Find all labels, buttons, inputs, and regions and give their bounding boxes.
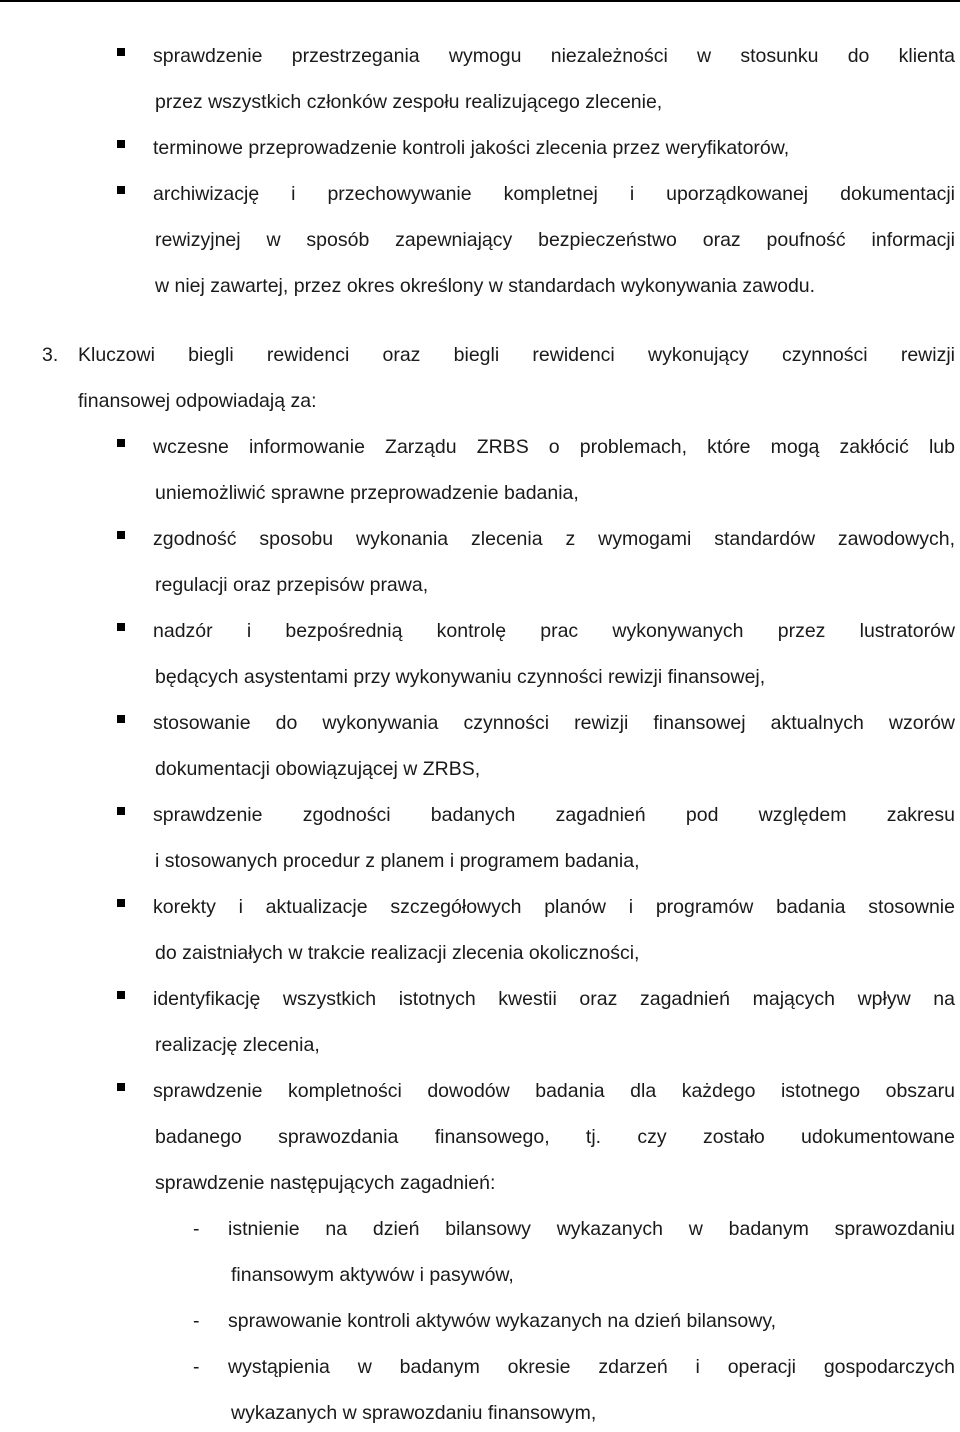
list-a-item-3-line-3: w niej zawartej, przez okres określony w standardach wykonywania zawodu. [155,275,816,297]
list-b-item-3-line-2: będących asystentami przy wykonywaniu czynności rewizji finansowej, [155,666,766,688]
list-b-item-1-line-1: wczesne informowanie Zarządu ZRBS o problemach, które mogą zakłócić lub [153,436,955,458]
dash-marker: - [193,1356,200,1378]
dash-item-3-line-1: wystąpienia w badanym okresie zdarzeń i operacji gospodarczych [228,1356,955,1378]
section-number: 3. [42,344,59,366]
list-b-item-1-line-2: uniemożliwić sprawne przeprowadzenie badania, [155,482,579,504]
list-a-item-2-line-1: terminowe przeprowadzenie kontroli jakości zlecenia przez weryfikatorów, [153,137,790,159]
top-rule [0,0,960,2]
list-a-item-3-line-1: archiwizację i przechowywanie kompletnej i uporządkowanej dokumentacji [153,183,955,205]
list-b-item-5-line-1: sprawdzenie zgodności badanych zagadnień pod względem zakresu [153,804,955,826]
list-b-item-2-line-2: regulacji oraz przepisów prawa, [155,574,429,596]
list-a-item-3-line-2: rewizyjnej w sposób zapewniający bezpieczeństwo oraz poufność informacji [155,229,955,251]
list-b-item-4-line-1: stosowanie do wykonywania czynności rewizji finansowej aktualnych wzorów [153,712,955,734]
dash-item-1-line-2: finansowym aktywów i pasywów, [231,1264,514,1286]
bullet-icon [117,1083,125,1091]
list-b-item-8-line-2: badanego sprawozdania finansowego, tj. czy zostało udokumentowane [155,1126,955,1148]
bullet-icon [117,186,125,194]
list-b-item-8-line-3: sprawdzenie następujących zagadnień: [155,1172,496,1194]
list-b-item-4-line-2: dokumentacji obowiązującej w ZRBS, [155,758,481,780]
bullet-icon [117,715,125,723]
dash-marker: - [193,1310,200,1332]
bullet-icon [117,623,125,631]
list-b-item-7-line-2: realizację zlecenia, [155,1034,320,1056]
list-b-item-5-line-2: i stosowanych procedur z planem i programem badania, [155,850,640,872]
dash-item-1-line-1: istnienie na dzień bilansowy wykazanych w badanym sprawozdaniu [228,1218,955,1240]
list-b-item-8-line-1: sprawdzenie kompletności dowodów badania dla każdego istotnego obszaru [153,1080,955,1102]
bullet-icon [117,991,125,999]
dash-item-2-line-1: sprawowanie kontroli aktywów wykazanych na dzień bilansowy, [228,1310,777,1332]
bullet-icon [117,48,125,56]
list-a-item-1-line-2: przez wszystkich członków zespołu realizującego zlecenie, [155,91,663,113]
section-3-line-1: Kluczowi biegli rewidenci oraz biegli rewidenci wykonujący czynności rewizji [78,344,955,366]
bullet-icon [117,807,125,815]
list-b-item-2-line-1: zgodność sposobu wykonania zlecenia z wymogami standardów zawodowych, [153,528,955,550]
list-a-item-1-line-1: sprawdzenie przestrzegania wymogu niezależności w stosunku do klienta [153,45,955,67]
bullet-icon [117,899,125,907]
section-3-line-2: finansowej odpowiadają za: [78,390,317,412]
bullet-icon [117,439,125,447]
list-b-item-3-line-1: nadzór i bezpośrednią kontrolę prac wykonywanych przez lustratorów [153,620,955,642]
list-b-item-7-line-1: identyfikację wszystkich istotnych kwestii oraz zagadnień mających wpływ na [153,988,955,1010]
list-b-item-6-line-2: do zaistniałych w trakcie realizacji zlecenia okoliczności, [155,942,640,964]
dash-marker: - [193,1218,200,1240]
list-b-item-6-line-1: korekty i aktualizacje szczegółowych planów i programów badania stosownie [153,896,955,918]
bullet-icon [117,140,125,148]
bullet-icon [117,531,125,539]
dash-item-3-line-2: wykazanych w sprawozdaniu finansowym, [231,1402,597,1424]
